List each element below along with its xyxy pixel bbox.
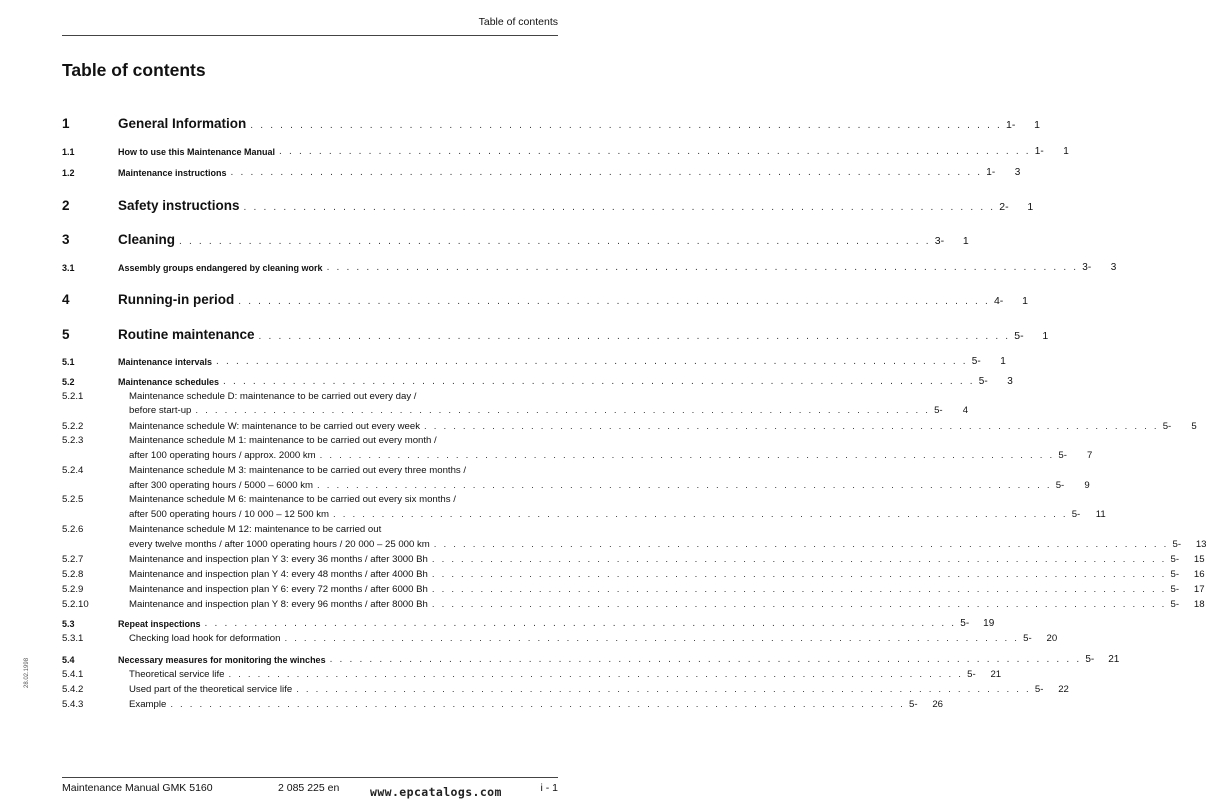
toc-entry	[62, 450, 1093, 461]
toc-entry-number: 5.2	[62, 377, 75, 387]
toc-page-chapter: 5-	[1071, 509, 1081, 520]
toc-page-number: 3	[1014, 167, 1021, 178]
toc-entry	[62, 699, 944, 710]
toc-entry-number: 5.2.4	[62, 465, 84, 476]
toc-dot-leader: . . . . . . . . . . . . . . . . . . . . . . . . . . . . . . . . . . . . . . . . . . . . . . . . . . . . . . . . . . . . . . . . . . . . . . . . . . . .	[431, 554, 1167, 565]
toc-entry-title: Maintenance and inspection plan Y 3: every 36 months / after 3000 Bh	[129, 554, 428, 565]
toc-page-number: 9	[1084, 480, 1090, 491]
toc-page-number: 1	[1027, 201, 1034, 213]
toc-entry	[62, 376, 1013, 387]
toc-entry-title: every twelve months / after 1000 operating hours / 20 000 – 25 000 km	[129, 539, 430, 550]
toc-entry-title: Theoretical service life	[129, 669, 225, 680]
footer-rule	[62, 777, 558, 778]
toc-entry-title: Maintenance schedule W: maintenance to be carried out every week	[129, 421, 420, 432]
toc-page-number: 21	[990, 669, 1002, 680]
toc-entry-number: 1.2	[62, 168, 75, 178]
toc-page-chapter: 1-	[1006, 119, 1016, 131]
toc-entry-number: 5.2.8	[62, 569, 84, 580]
toc-page-number: 21	[1108, 654, 1120, 665]
toc-page-number: 13	[1195, 539, 1206, 550]
toc-entry	[62, 494, 558, 505]
toc-entry-title: Checking load hook for deformation	[129, 633, 281, 644]
toc-page-chapter: 5-	[1162, 421, 1172, 432]
toc-entry-title: Maintenance intervals	[118, 357, 213, 367]
footer-page-number: i - 1	[540, 782, 558, 794]
toc-dot-leader: . . . . . . . . . . . . . . . . . . . . . . . . . . . . . . . . . . . . . . . . . . . . . . . . . . . . . . . . . . . . . . . . . . . . . . . . . . . .	[228, 669, 964, 680]
toc-entry-number: 5.2.5	[62, 494, 84, 505]
toc-entry-number: 5.3	[62, 619, 75, 629]
toc-page-chapter: 5-	[934, 405, 943, 416]
toc-entry	[62, 405, 969, 416]
toc-entry	[62, 232, 969, 247]
toc-dot-leader: . . . . . . . . . . . . . . . . . . . . . . . . . . . . . . . . . . . . . . . . . . . . . . . . . . . . . . . . . . . . . . . . . . . . . . . . . . . .	[179, 236, 931, 247]
toc-entry	[62, 292, 1028, 307]
toc-entry-number: 5.4	[62, 655, 75, 665]
toc-dot-leader: . . . . . . . . . . . . . . . . . . . . . . . . . . . . . . . . . . . . . . . . . . . . . . . . . . . . . . . . . . . . . . . . . . . . . . . . . . . .	[279, 146, 1031, 157]
toc-entry	[62, 684, 1069, 695]
toc-page-number: 11	[1095, 509, 1106, 520]
toc-page-chapter: 5-	[1085, 654, 1095, 665]
toc-entry	[62, 618, 995, 629]
toc-dot-leader: . . . . . . . . . . . . . . . . . . . . . . . . . . . . . . . . . . . . . . . . . . . . . . . . . . . . . . . . . . . . . . . . . . . . . . . . . . . .	[431, 599, 1167, 610]
toc-dot-leader: . . . . . . . . . . . . . . . . . . . . . . . . . . . . . . . . . . . . . . . . . . . . . . . . . . . . . . . . . . . . . . . . . . . . . . . . . . . .	[216, 356, 968, 367]
toc-page-number: 1	[1034, 119, 1041, 131]
page-title: Table of contents	[62, 60, 206, 80]
toc-entry-number: 3.1	[62, 263, 75, 273]
toc-entry	[62, 198, 1034, 213]
toc-page-chapter: 5-	[1170, 584, 1180, 595]
toc-dot-leader: . . . . . . . . . . . . . . . . . . . . . . . . . . . . . . . . . . . . . . . . . . . . . . . . . . . . . . . . . . . . . . . . . . . . . . . . . . . .	[424, 421, 1159, 432]
toc-entry	[62, 465, 558, 476]
toc-dot-leader: . . . . . . . . . . . . . . . . . . . . . . . . . . . . . . . . . . . . . . . . . . . . . . . . . . . . . . . . . . . . . . . . . . . . . . . . . . . .	[258, 331, 1011, 342]
toc-page-number: 20	[1046, 633, 1058, 644]
toc-entry	[62, 480, 1090, 491]
toc-page-chapter: 5-	[1170, 554, 1180, 565]
toc-page-number: 4	[962, 405, 969, 416]
toc-entry	[62, 167, 1021, 178]
footer-watermark: www.epcatalogs.com	[370, 785, 502, 799]
toc-entry-title: Maintenance and inspection plan Y 4: every 48 months / after 4000 Bh	[129, 569, 428, 580]
toc-dot-leader: . . . . . . . . . . . . . . . . . . . . . . . . . . . . . . . . . . . . . . . . . . . . . . . . . . . . . . . . . . . . . . . . . . . . . . . . . . . .	[243, 202, 996, 213]
running-header: Table of contents	[478, 16, 558, 28]
toc-page-chapter: 2-	[999, 201, 1009, 213]
toc-entry	[62, 327, 1049, 342]
toc-page-chapter: 5-	[1170, 599, 1180, 610]
toc-dot-leader: . . . . . . . . . . . . . . . . . . . . . . . . . . . . . . . . . . . . . . . . . . . . . . . . . . . . . . . . . . . . . . . . . . . . . . . . . . . .	[223, 376, 975, 387]
toc-entry-title: Necessary measures for monitoring the winches	[118, 655, 326, 665]
toc-entry-number: 1.1	[62, 147, 75, 157]
toc-page-number: 1	[1063, 146, 1069, 157]
toc-entry-number: 5.2.7	[62, 554, 84, 565]
toc-entry-title: How to use this Maintenance Manual	[118, 147, 276, 157]
toc-entry-title: after 500 operating hours / 10 000 – 12 500 km	[129, 509, 330, 520]
toc-entry-number: 5.2.2	[62, 421, 84, 432]
toc-entry-number: 5.2.6	[62, 524, 84, 535]
toc-entry-title: Maintenance schedules	[118, 377, 220, 387]
toc-entry-title: General Information	[118, 116, 247, 131]
toc-page-number: 7	[1087, 450, 1093, 461]
toc-entry	[62, 435, 558, 446]
toc-entry-title: Assembly groups endangered by cleaning work	[118, 263, 323, 273]
toc-page-chapter: 5-	[960, 618, 970, 629]
toc-page-chapter: 5-	[1055, 480, 1065, 491]
toc-page-chapter: 5-	[978, 376, 988, 387]
toc-page-number: 1	[1042, 330, 1049, 342]
toc-dot-leader: . . . . . . . . . . . . . . . . . . . . . . . . . . . . . . . . . . . . . . . . . . . . . . . . . . . . . . . . . . . . . . . . . . . . . . . . . . . .	[433, 539, 1169, 550]
toc-dot-leader: . . . . . . . . . . . . . . . . . . . . . . . . . . . . . . . . . . . . . . . . . . . . . . . . . . . . . . . . . . . . . . . . . . . . . . . . . . . .	[230, 167, 983, 178]
toc-dot-leader: . . . . . . . . . . . . . . . . . . . . . . . . . . . . . . . . . . . . . . . . . . . . . . . . . . . . . . . . . . . . . . . . . . . . . . . . . . . .	[238, 296, 990, 307]
toc-page-chapter: 3-	[934, 235, 945, 247]
toc-dot-leader: . . . . . . . . . . . . . . . . . . . . . . . . . . . . . . . . . . . . . . . . . . . . . . . . . . . . . . . . . . . . . . . . . . . . . . . . . . . .	[431, 584, 1167, 595]
toc-page-number: 3	[1110, 262, 1117, 273]
toc-entry	[62, 524, 558, 535]
toc-page-number: 3	[1007, 376, 1013, 387]
toc-dot-leader: . . . . . . . . . . . . . . . . . . . . . . . . . . . . . . . . . . . . . . . . . . . . . . . . . . . . . . . . . . . . . . . . . . . . . . . . . . . .	[333, 509, 1068, 520]
toc-entry-number: 2	[62, 198, 70, 213]
toc-page-number: 1	[962, 235, 969, 247]
toc-page-chapter: 5-	[967, 669, 976, 680]
toc-entry-title: Maintenance schedule M 1: maintenance to be carried out every month /	[129, 435, 437, 446]
toc-page-number: 1	[1022, 295, 1028, 307]
toc-entry-title: Safety instructions	[118, 198, 240, 213]
toc-entry-number: 5.1	[62, 357, 75, 367]
toc-entry-number: 5.2.10	[62, 599, 89, 610]
toc-page-chapter: 5-	[971, 356, 981, 367]
toc-entry	[62, 509, 1106, 520]
toc-dot-leader: . . . . . . . . . . . . . . . . . . . . . . . . . . . . . . . . . . . . . . . . . . . . . . . . . . . . . . . . . . . . . . . . . . . . . . . . . . . .	[250, 120, 1003, 131]
toc-entry-number: 5.4.2	[62, 684, 84, 695]
footer-document-number: 2 085 225 en	[278, 782, 340, 794]
toc-entry-title: Running-in period	[118, 292, 235, 307]
toc-entry-number: 5.2.1	[62, 391, 84, 402]
toc-entry-number: 5.2.3	[62, 435, 84, 446]
toc-page-chapter: 5-	[909, 699, 918, 710]
toc-entry	[62, 116, 1041, 131]
toc-page-number: 19	[983, 618, 995, 629]
toc-page-number: 17	[1193, 584, 1205, 595]
toc-page-number: 16	[1193, 569, 1205, 580]
toc-entry	[62, 654, 1120, 665]
toc-entry	[62, 584, 1205, 595]
toc-entry-title: Routine maintenance	[118, 327, 255, 342]
toc-entry-title: Maintenance schedule M 12: maintenance to be carried out	[129, 524, 382, 535]
toc-dot-leader: . . . . . . . . . . . . . . . . . . . . . . . . . . . . . . . . . . . . . . . . . . . . . . . . . . . . . . . . . . . . . . . . . . . . . . . . . . . .	[195, 405, 931, 416]
toc-entry-number: 5	[62, 327, 70, 342]
toc-page-number: 22	[1058, 684, 1069, 695]
toc-entry	[62, 539, 1206, 550]
toc-entry	[62, 599, 1205, 610]
toc-page-chapter: 1-	[986, 167, 996, 178]
toc-page-chapter: 5-	[1170, 569, 1180, 580]
toc-page-number: 15	[1193, 554, 1205, 565]
toc-page-chapter: 5-	[1014, 330, 1024, 342]
toc-dot-leader: . . . . . . . . . . . . . . . . . . . . . . . . . . . . . . . . . . . . . . . . . . . . . . . . . . . . . . . . . . . . . . . . . . . . . . . . . . . .	[329, 654, 1082, 665]
toc-entry-number: 5.3.1	[62, 633, 84, 644]
toc-entry	[62, 669, 1002, 680]
toc-entry-number: 5.4.3	[62, 699, 84, 710]
toc-dot-leader: . . . . . . . . . . . . . . . . . . . . . . . . . . . . . . . . . . . . . . . . . . . . . . . . . . . . . . . . . . . . . . . . . . . . . . . . . . . .	[204, 618, 957, 629]
toc-dot-leader: . . . . . . . . . . . . . . . . . . . . . . . . . . . . . . . . . . . . . . . . . . . . . . . . . . . . . . . . . . . . . . . . . . . . . . . . . . . .	[296, 684, 1031, 695]
toc-entry-number: 3	[62, 232, 70, 247]
side-date-stamp: 28.02.1998	[24, 657, 30, 688]
toc-dot-leader: . . . . . . . . . . . . . . . . . . . . . . . . . . . . . . . . . . . . . . . . . . . . . . . . . . . . . . . . . . . . . . . . . . . . . . . . . . . .	[326, 262, 1079, 273]
toc-dot-leader: . . . . . . . . . . . . . . . . . . . . . . . . . . . . . . . . . . . . . . . . . . . . . . . . . . . . . . . . . . . . . . . . . . . . . . . . . . . .	[319, 450, 1055, 461]
toc-entry-number: 1	[62, 116, 70, 131]
toc-page-number: 5	[1191, 421, 1197, 432]
toc-dot-leader: . . . . . . . . . . . . . . . . . . . . . . . . . . . . . . . . . . . . . . . . . . . . . . . . . . . . . . . . . . . . . . . . . . . . . . . . . . . .	[170, 699, 906, 710]
toc-dot-leader: . . . . . . . . . . . . . . . . . . . . . . . . . . . . . . . . . . . . . . . . . . . . . . . . . . . . . . . . . . . . . . . . . . . . . . . . . . . .	[317, 480, 1052, 491]
toc-entry-title: Example	[129, 699, 167, 710]
footer-manual-title: Maintenance Manual GMK 5160	[62, 782, 213, 794]
toc-entry-number: 5.4.1	[62, 669, 84, 680]
toc-page-chapter: 1-	[1034, 146, 1044, 157]
toc-entry-title: Cleaning	[118, 232, 176, 247]
toc-entry-title: after 300 operating hours / 5000 – 6000 km	[129, 480, 314, 491]
toc-dot-leader: . . . . . . . . . . . . . . . . . . . . . . . . . . . . . . . . . . . . . . . . . . . . . . . . . . . . . . . . . . . . . . . . . . . . . . . . . . . .	[431, 569, 1167, 580]
toc-entry	[62, 391, 558, 402]
toc-page-chapter: 4-	[993, 295, 1004, 307]
toc-entry-number: 4	[62, 292, 70, 307]
toc-entry	[62, 356, 1006, 367]
toc-entry	[62, 633, 1058, 644]
toc-entry-title: Maintenance schedule D: maintenance to be carried out every day /	[129, 391, 417, 402]
toc-entry-title: after 100 operating hours / approx. 2000 km	[129, 450, 316, 461]
toc-page-chapter: 5-	[1034, 684, 1044, 695]
toc-entry-title: before start-up	[129, 405, 192, 416]
toc-page-number: 1	[1000, 356, 1006, 367]
toc-entry-title: Maintenance schedule M 6: maintenance to be carried out every six months /	[129, 494, 456, 505]
toc-entry-title: Maintenance and inspection plan Y 6: every 72 months / after 6000 Bh	[129, 584, 428, 595]
toc-page-number: 18	[1193, 599, 1205, 610]
toc-entry-number: 5.2.9	[62, 584, 84, 595]
toc-entry	[62, 569, 1205, 580]
toc-page-chapter: 5-	[1172, 539, 1182, 550]
toc-entry-title: Maintenance instructions	[118, 168, 227, 178]
toc-entry-title: Maintenance and inspection plan Y 8: every 96 months / after 8000 Bh	[129, 599, 428, 610]
toc-entry-title: Maintenance schedule M 3: maintenance to be carried out every three months /	[129, 465, 467, 476]
toc-entry	[62, 146, 1069, 157]
toc-entry	[62, 554, 1205, 565]
toc-dot-leader: . . . . . . . . . . . . . . . . . . . . . . . . . . . . . . . . . . . . . . . . . . . . . . . . . . . . . . . . . . . . . . . . . . . . . . . . . . . .	[284, 633, 1020, 644]
toc-page-chapter: 3-	[1082, 262, 1092, 273]
toc-page-number: 26	[932, 699, 944, 710]
toc-page-chapter: 5-	[1023, 633, 1032, 644]
toc-page-chapter: 5-	[1058, 450, 1067, 461]
toc-entry	[62, 262, 1117, 273]
toc-entry-title: Repeat inspections	[118, 619, 201, 629]
toc-entry-title: Used part of the theoretical service life	[129, 684, 293, 695]
toc-entry	[62, 421, 1197, 432]
